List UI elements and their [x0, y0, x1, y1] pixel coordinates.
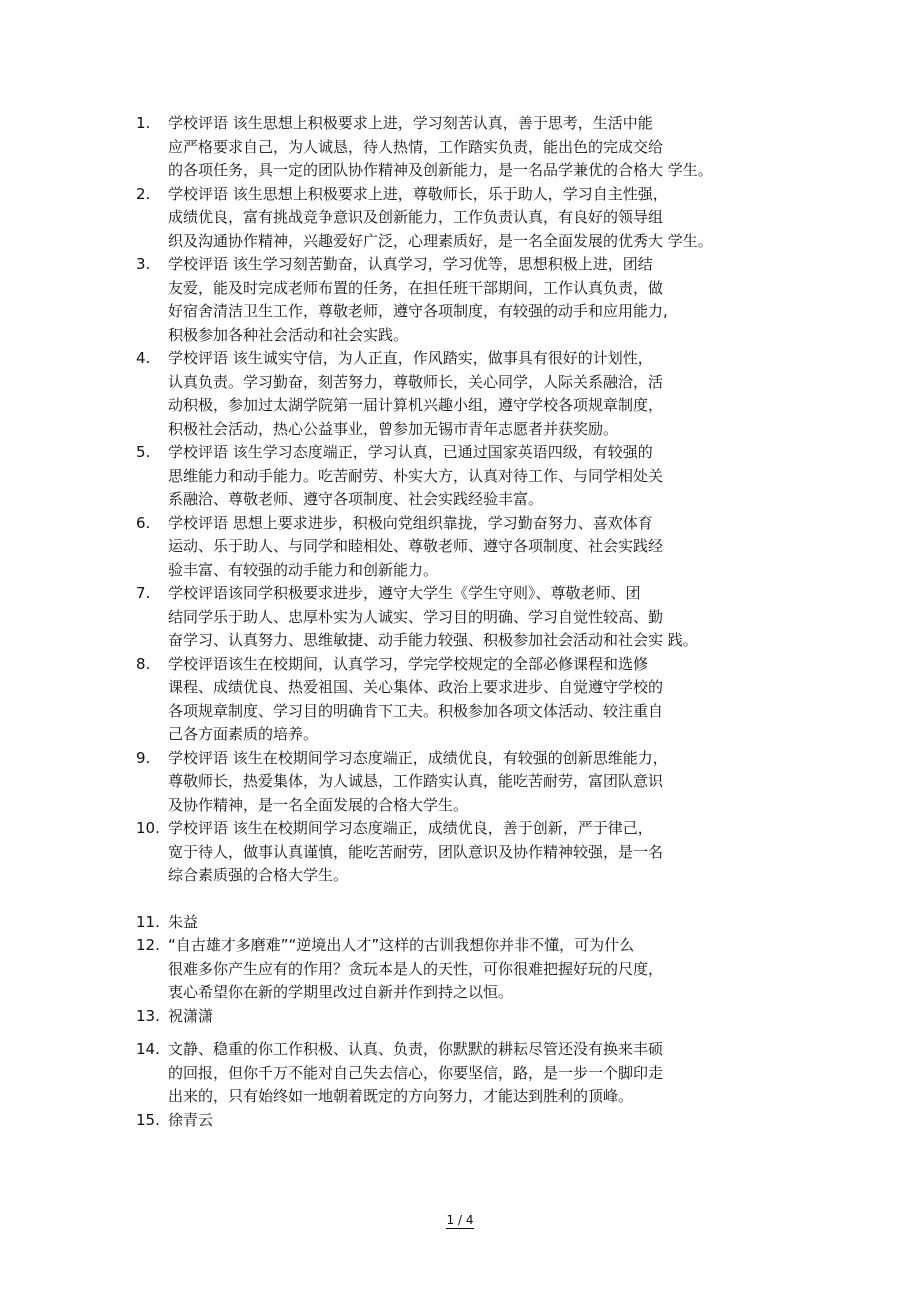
text-line: 尊敬师长，热爱集体，为人诚恳，工作踏实认真，能吃苦耐劳，富团队意识: [168, 772, 664, 790]
text-line: 学校评语 该生在校期间学习态度端正，成绩优良，有较强的创新思维能力，: [168, 748, 668, 767]
text-line: 很难多你产生应有的作用？贪玩本是人的天性，可你很难把握好玩的尺度，: [168, 959, 664, 978]
list-item-text: [168, 512, 768, 583]
list-item: [0, 112, 920, 183]
text-line: 学校评语 该生诚实守信，为人正直，作风踏实，做事具有很好的计划性，: [168, 349, 653, 367]
text-line: 好宿舍清洁卫生工作，尊敬老师，遵守各项制度，有较强的动手和应用能力,: [168, 302, 668, 320]
list-item: [0, 253, 920, 347]
text-line: 学校评语 思想上要求进步，积极向党组织靠拢，学习勤奋努力、喜欢体育: [168, 513, 653, 532]
list-item-text: [168, 582, 768, 653]
text-line: 友爱，能及时完成老师布置的任务，在担任班干部期间，工作认真负责，做: [168, 278, 664, 297]
list-item-number: 15.: [136, 1110, 160, 1129]
list-item-text: [168, 911, 768, 935]
text-line: 织及沟通协作精神，兴趣爱好广泛，心理素质好，是一名全面发展的优秀大 学生。: [168, 231, 713, 250]
list-item: [0, 653, 920, 747]
list-item-number: 8.: [136, 654, 151, 673]
list-item-text: [168, 817, 768, 888]
text-line: 思维能力和动手能力。吃苦耐劳、朴实大方，认真对待工作、与同学相处关: [168, 466, 664, 485]
list-item: [0, 183, 920, 254]
list-item: [0, 1038, 920, 1109]
text-line: 学校评语 该生学习刻苦勤奋，认真学习，学习优等，思想积极上进，团结: [168, 255, 653, 273]
list-item-number: 14.: [136, 1040, 160, 1058]
list-item-number: 7.: [136, 584, 151, 602]
text-line: 奋学习、认真努力、思维敏捷、动手能力较强、积极参加社会活动和社会实 践。: [168, 631, 698, 649]
text-line: 学校评语 该生思想上积极要求上进，尊敬师长，乐于助人，学习自主性强，: [168, 184, 668, 203]
text-line: 文静、稳重的你工作积极、认真、负责，你默默的耕耘尽管还没有换来丰硕: [168, 1040, 664, 1058]
text-line: 徐青云: [168, 1110, 214, 1129]
list-item-number: 10.: [136, 819, 160, 837]
comment-list: [0, 112, 920, 1132]
text-line: 各项规章制度、学习目的明确肯下工夫。积极参加各项文体活动、较注重自: [168, 701, 664, 720]
list-item: [0, 1005, 920, 1029]
list-item-text: [168, 1005, 768, 1029]
list-item-number: 1.: [136, 114, 151, 132]
text-line: 学校评语该生在校期间，认真学习，学完学校规定的全部必修课程和选修: [168, 654, 649, 673]
list-item-text: [168, 183, 768, 254]
text-line: 的回报，但你千万不能对自己失去信心，你要坚信，路，是一步一个脚印走: [168, 1063, 664, 1082]
list-item: [0, 817, 920, 888]
list-item: [0, 747, 920, 818]
text-line: 综合素质强的合格大学生。: [168, 866, 349, 884]
list-item-number: 13.: [136, 1006, 160, 1025]
list-item-number: 4.: [136, 349, 151, 367]
text-line: “自古雄才多磨难”“逆境出人才”这样的古训我想你并非不懂，可为什么: [168, 936, 635, 954]
list-item-text: [168, 441, 768, 512]
text-line: 学校评语 该生学习态度端正，学习认真，已通过国家英语四级，有较强的: [168, 443, 653, 461]
text-line: 认真负责。学习勤奋，刻苦努力，尊敬师长，关心同学，人际关系融洽，活: [168, 372, 664, 391]
list-item-text: [168, 1109, 768, 1133]
text-line: 宽于待人，做事认真谨慎，能吃苦耐劳，团队意识及协作精神较强，是一名: [168, 842, 664, 861]
list-item-text: [168, 347, 768, 441]
text-line: 学校评语该同学积极要求进步，遵守大学生《学生守则》、尊敬老师、团: [168, 584, 641, 602]
list-item-number: 5.: [136, 443, 151, 461]
text-line: 出来的，只有始终如一地朝着既定的方向努力，才能达到胜利的顶峰。: [168, 1087, 634, 1105]
list-item-number: 2.: [136, 184, 151, 203]
text-line: 己各方面素质的培养。: [168, 725, 319, 743]
text-line: 祝潇潇: [168, 1006, 214, 1025]
list-item: [0, 441, 920, 512]
list-item-number: 9.: [136, 748, 151, 767]
list-item: [0, 512, 920, 583]
page-footer: [0, 1212, 920, 1229]
text-line: 衷心希望你在新的学期里改过自新并作到持之以恒。: [168, 983, 514, 1001]
text-line: 验丰富、有较强的动手能力和创新能力。: [168, 560, 439, 579]
text-line: 动积极，参加过太湖学院第一届计算机兴趣小组，遵守学校各项规章制度，: [168, 396, 664, 414]
list-item-text: [168, 747, 768, 818]
list-item: [0, 911, 920, 935]
text-line: 学校评语 该生在校期间学习态度端正，成绩优良，善于创新，严于律己，: [168, 819, 653, 837]
text-line: 的各项任务，具一定的团队协作精神及创新能力，是一名品学兼优的合格大 学生。: [168, 161, 713, 179]
list-item-text: [168, 1038, 768, 1109]
list-item-text: [168, 112, 768, 183]
list-item-number: 12.: [136, 936, 160, 954]
list-item-text: [168, 653, 768, 747]
text-line: 运动、乐于助人、与同学和睦相处、尊敬老师、遵守各项制度、社会实践经: [168, 537, 664, 555]
text-line: 成绩优良，富有挑战竞争意识及创新能力，工作负责认真，有良好的领导组: [168, 208, 664, 226]
text-line: 结同学乐于助人、忠厚朴实为人诚实、学习目的明确、学习自觉性较高、勤: [168, 607, 664, 626]
list-item-number: 6.: [136, 513, 151, 532]
list-item-number: 11.: [136, 912, 160, 931]
list-item-text: [168, 934, 768, 1005]
list-item: [0, 934, 920, 1005]
list-item-text: [168, 253, 768, 347]
list-item: [0, 1109, 920, 1133]
text-line: 积极参加各种社会活动和社会实践。: [168, 325, 409, 344]
list-item-number: 3.: [136, 255, 151, 273]
text-line: 学校评语 该生思想上积极要求上进，学习刻苦认真，善于思考，生活中能: [168, 114, 653, 132]
list-item: [0, 582, 920, 653]
text-line: 系融洽、尊敬老师、遵守各项制度、社会实践经验丰富。: [168, 490, 544, 508]
text-line: 积极社会活动，热心公益事业，曾参加无锡市青年志愿者并获奖励。: [168, 419, 619, 438]
text-line: 应严格要求自己，为人诚恳，待人热情，工作踏实负责，能出色的完成交给: [168, 137, 664, 156]
page-number: 1 / 4: [446, 1213, 474, 1227]
text-line: 朱益: [168, 912, 199, 931]
text-line: 课程、成绩优良、热爱祖国、关心集体、政治上要求进步、自觉遵守学校的: [168, 678, 664, 696]
list-item: [0, 347, 920, 441]
text-line: 及协作精神，是一名全面发展的合格大学生。: [168, 795, 469, 814]
